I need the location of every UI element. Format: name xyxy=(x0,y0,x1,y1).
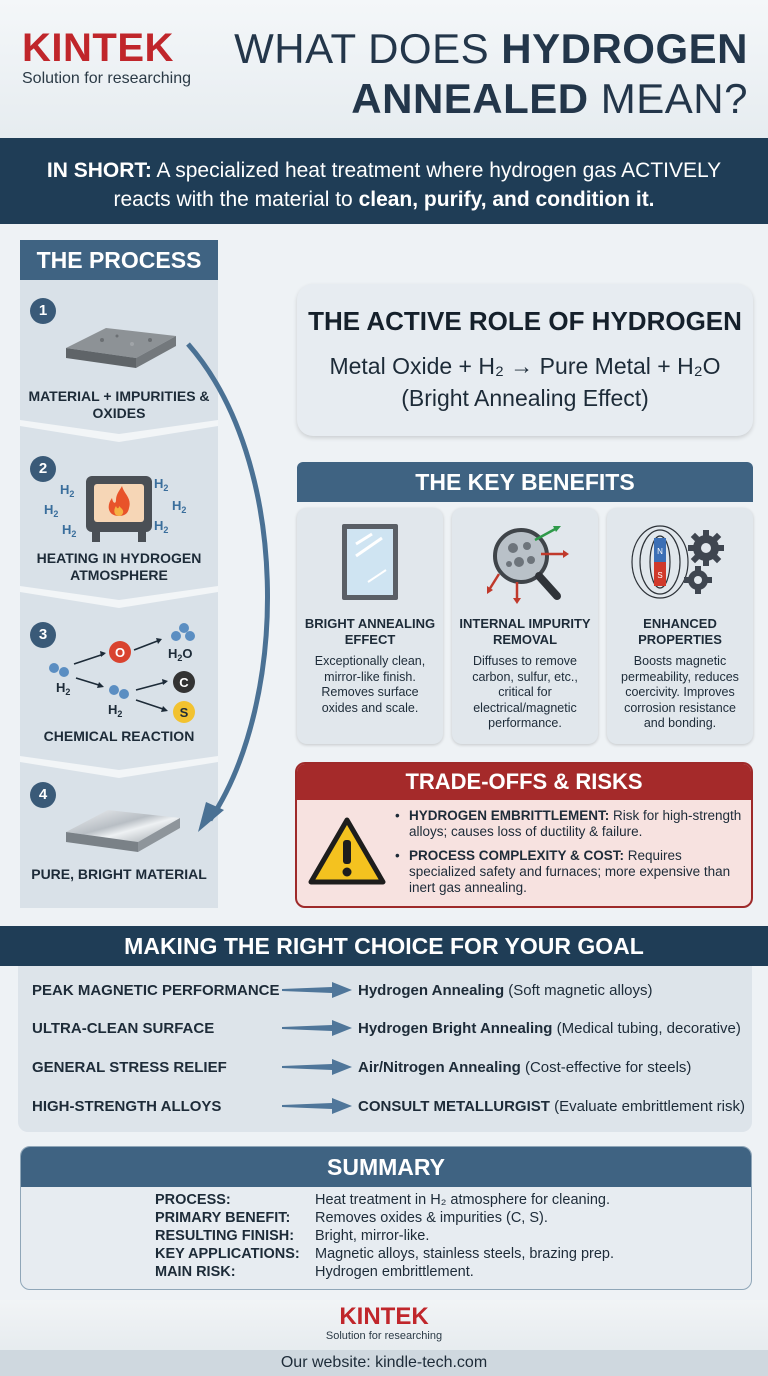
trade-offs-panel xyxy=(295,762,753,908)
svg-text:H2: $H_2$ xyxy=(108,702,123,719)
in-short-label: IN SHORT: xyxy=(46,159,152,182)
risks-heading: TRADE-OFFS & RISKS xyxy=(297,764,751,800)
summary-value: Heat treatment in H₂ atmosphere for cleaning. xyxy=(315,1192,610,1208)
svg-text:S: S xyxy=(179,705,189,720)
svg-text:C: C xyxy=(179,675,189,690)
step-number: 1 xyxy=(30,298,56,324)
benefit-card-bright-annealing xyxy=(297,508,443,744)
reaction-equation: Metal Oxide + H₂ → Pure Metal + H₂O xyxy=(329,353,721,379)
page-title xyxy=(208,24,748,124)
summary-value: Magnetic alloys, stainless steels, brazing prep. xyxy=(315,1246,615,1262)
step-label: MATERIAL + IMPURITIES & OXIDES xyxy=(28,388,210,421)
arrow-right-icon xyxy=(282,980,352,1000)
summary-panel xyxy=(20,1146,752,1290)
summary-key: KEY APPLICATIONS: xyxy=(155,1246,300,1262)
choice-row xyxy=(32,1094,752,1118)
choice-heading: MAKING THE RIGHT CHOICE FOR YOUR GOAL xyxy=(0,926,768,966)
choice-row xyxy=(32,1055,752,1079)
logo-tagline: Solution for researching xyxy=(22,70,191,87)
choice-result-bold: CONSULT METALLURGIST xyxy=(358,1098,550,1115)
benefit-title: BRIGHT ANNEALING EFFECT xyxy=(304,616,436,647)
summary-row xyxy=(21,1245,752,1263)
summary-row xyxy=(21,1227,752,1245)
arrow-right-icon xyxy=(282,1057,352,1077)
in-short-bold: clean, purify, and condition it. xyxy=(358,188,655,211)
kintek-logo[interactable] xyxy=(22,28,191,88)
rough-metal-plate-icon xyxy=(62,318,180,374)
summary-heading: SUMMARY xyxy=(21,1147,751,1187)
summary-key: PROCESS: xyxy=(155,1192,231,1208)
choice-result-note: (Evaluate embrittlement risk) xyxy=(549,1098,745,1115)
choice-goal: PEAK MAGNETIC PERFORMANCE xyxy=(32,982,280,999)
risk-item xyxy=(395,808,745,840)
summary-row xyxy=(21,1209,752,1227)
summary-value: Bright, mirror-like. xyxy=(315,1228,430,1244)
process-flow-arrow xyxy=(180,340,280,840)
choice-goal: ULTRA-CLEAN SURFACE xyxy=(32,1020,215,1037)
benefits-heading: THE KEY BENEFITS xyxy=(297,462,753,502)
svg-text:N: N xyxy=(657,547,663,556)
bright-annealing-note: (Bright Annealing Effect) xyxy=(401,385,649,411)
risk-text: Risk for high-strength alloys; causes loss of ductility & failure. xyxy=(409,808,742,839)
website-link[interactable]: Our website: kindle-tech.com xyxy=(0,1350,768,1376)
mirror-icon xyxy=(320,518,420,608)
title-part: MEAN? xyxy=(588,75,748,122)
bright-metal-plate-icon xyxy=(62,800,184,858)
svg-text:H2: $H_2$ xyxy=(154,476,169,493)
risk-list xyxy=(395,808,745,904)
choice-result-note: (Medical tubing, decorative) xyxy=(552,1020,741,1037)
risk-label: PROCESS COMPLEXITY & COST: xyxy=(409,848,625,863)
choice-result xyxy=(358,1059,691,1076)
process-heading: THE PROCESS xyxy=(20,240,218,280)
active-role-panel xyxy=(297,284,753,436)
magnet-gears-icon xyxy=(630,518,730,608)
active-role-title: THE ACTIVE ROLE OF HYDROGEN xyxy=(308,306,742,336)
step-label: PURE, BRIGHT MATERIAL xyxy=(31,866,207,882)
risk-text: Requires specialized safety and furnaces; more expensive than inert gas annealing. xyxy=(409,848,731,895)
summary-row xyxy=(21,1191,752,1209)
warning-icon xyxy=(307,816,387,886)
svg-text:H2: $H_2$ xyxy=(60,482,75,499)
arrow-right-icon xyxy=(282,1096,352,1116)
risk-label: HYDROGEN EMBRITTLEMENT: xyxy=(409,808,610,823)
step-label: CHEMICAL REACTION xyxy=(43,728,195,744)
svg-text:H2: $H_2$ xyxy=(44,502,59,519)
benefit-text: Boosts magnetic permeability, reduces coercivity. Improves corrosion resistance and bonding. xyxy=(621,654,739,730)
arrow-right-icon xyxy=(282,1018,352,1038)
choice-result-note: (Soft magnetic alloys) xyxy=(504,982,653,999)
title-bold: ANNEALED xyxy=(351,75,589,122)
benefit-title: ENHANCED PROPERTIES xyxy=(638,616,722,647)
choice-result-note: (Cost-effective for steels) xyxy=(520,1059,692,1076)
step-number: 2 xyxy=(30,456,56,482)
benefit-text: Diffuses to remove carbon, sulfur, etc., critical for electrical/magnetic performance. xyxy=(472,654,578,730)
footer-logo[interactable]: KINTEK xyxy=(339,1303,429,1330)
title-bold: HYDROGEN xyxy=(501,25,748,72)
step-number: 4 xyxy=(30,782,56,808)
footer-tagline: Solution for researching xyxy=(325,1330,443,1342)
choice-result xyxy=(358,1098,745,1115)
step-label: HEATING IN HYDROGEN ATMOSPHERE xyxy=(36,550,202,583)
choice-row xyxy=(32,1016,752,1040)
choice-result xyxy=(358,982,653,999)
summary-key: MAIN RISK: xyxy=(155,1264,236,1280)
logo-wordmark: KINTEK xyxy=(22,26,174,70)
summary-key: RESULTING FINISH: xyxy=(155,1228,295,1244)
choice-result xyxy=(358,1020,741,1037)
summary-value: Removes oxides & impurities (C, S). xyxy=(315,1210,548,1226)
svg-text:H2: $H_2$ xyxy=(154,518,169,535)
summary-value: Hydrogen embrittlement. xyxy=(315,1264,474,1280)
svg-text:H2: $H_2$ xyxy=(172,498,187,515)
choice-result-bold: Hydrogen Annealing xyxy=(358,982,505,999)
svg-text:H2: $H_2$ xyxy=(56,680,71,697)
svg-text:S: S xyxy=(657,571,663,580)
title-part: WHAT DOES xyxy=(234,25,502,72)
impurity-magnifier-icon xyxy=(475,518,575,608)
benefit-card-impurity-removal xyxy=(452,508,598,744)
choice-goal: GENERAL STRESS RELIEF xyxy=(32,1059,227,1076)
choice-goal: HIGH-STRENGTH ALLOYS xyxy=(32,1098,222,1115)
footer xyxy=(0,1300,768,1376)
risk-item xyxy=(395,848,745,896)
benefit-text: Exceptionally clean, mirror-like finish. Removes surface oxides and scale. xyxy=(314,654,426,715)
in-short-banner xyxy=(0,138,768,224)
svg-text:H2: $H_2$ xyxy=(62,522,77,539)
benefit-card-enhanced-properties xyxy=(607,508,753,744)
choice-result-bold: Air/Nitrogen Annealing xyxy=(358,1059,521,1076)
svg-text:H2O: $H_2O$ xyxy=(168,646,193,663)
choice-row xyxy=(32,978,752,1002)
step-number: 3 xyxy=(30,622,56,648)
summary-key: PRIMARY BENEFIT: xyxy=(155,1210,291,1226)
summary-row xyxy=(21,1263,752,1281)
in-short-text: A specialized heat treatment where hydrogen gas ACTIVELY reacts with the material to xyxy=(113,159,722,211)
svg-text:O: O xyxy=(114,645,126,660)
benefit-title: INTERNAL IMPURITY REMOVAL xyxy=(459,616,591,647)
choice-result-bold: Hydrogen Bright Annealing xyxy=(358,1020,553,1037)
